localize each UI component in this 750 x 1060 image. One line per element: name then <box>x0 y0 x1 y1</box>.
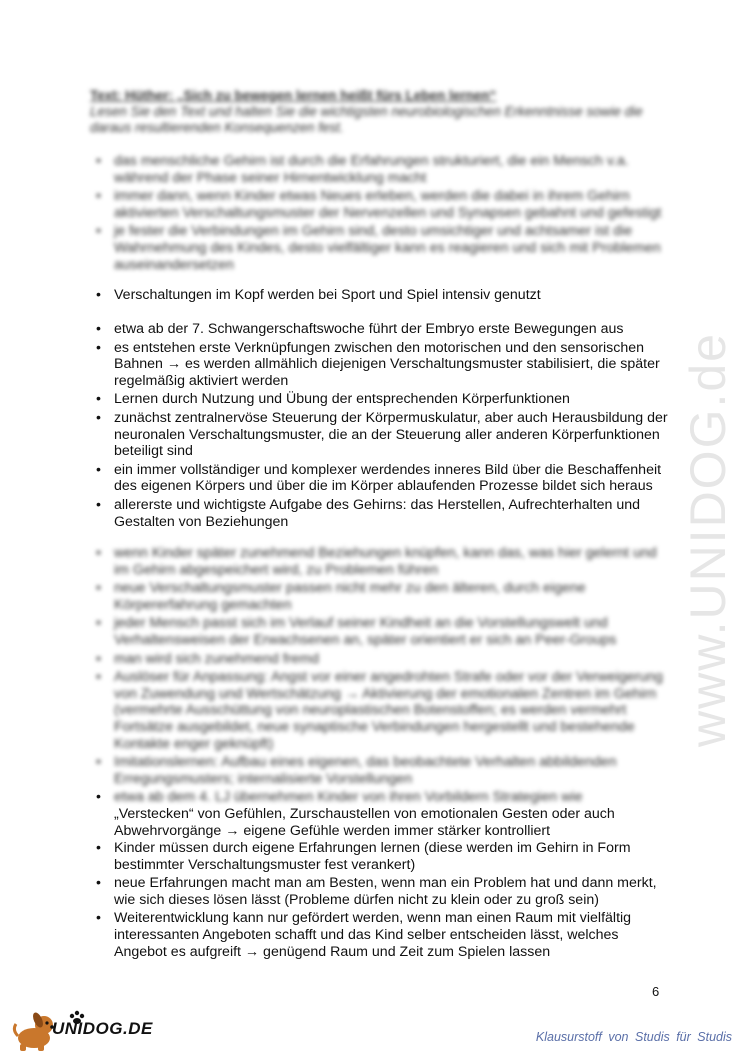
list-item: • Imitationslernen: Aufbau eines eigenen, das beobachtete Verhalten abbildenden Erregungsmusters; internalisierte Vorstellungen <box>92 754 672 787</box>
watermark: www.UNIDOG.de <box>680 332 736 748</box>
list-item: • allererste und wichtigste Aufgabe des Gehirns: das Herstellen, Aufrechterhalten und Gestalten von Beziehungen <box>92 497 672 530</box>
list-item <box>92 789 672 839</box>
list-item: • Auslöser für Anpassung: Angst vor einer angedrohten Strafe oder vor der Verweigerung von Zuwendung und Wertschätzung → Aktivierung der emotionalen Zentren im Gehirn (vermehrte Ausschüttung von neuroplastischen Botenstoffen; es werden vermehrt Fortsätze ausgebildet, neue synaptische Verbindungen hergestellt und bestehende Kontakte enger geknüpft) <box>92 669 672 752</box>
task-instruction: Lesen Sie den Text und halten Sie die wichtigsten neurobiologischen Erkenntnisse sowie die daraus resultierenden Konsequenzen fest. <box>90 104 643 135</box>
list-item: • neue Erfahrungen macht man am Besten, wenn man ein Problem hat und dann merkt, wie sich dieses lösen lässt (Probleme dürfen nicht zu klein oder zu groß sein) <box>92 875 672 908</box>
list-item: • Verschaltungen im Kopf werden bei Sport und Spiel intensiv genutzt <box>92 287 672 304</box>
bullet-group-5 <box>92 840 672 962</box>
list-item: • Kinder müssen durch eigene Erfahrungen lernen (diese werden im Gehirn in Form bestimmter Verschaltungsmuster fest verankert) <box>92 840 672 873</box>
list-item: • je fester die Verbindungen im Gehirn sind, desto umsichtiger und achtsamer ist die Wahrnehmung des Kindes, desto vielfältiger kann es reagieren und sich mit Problemen auseinandersetzen <box>92 223 672 273</box>
document-title: Text: Hüther: „Sich zu bewegen lernen heißt fürs Leben lernen“ <box>90 88 497 103</box>
list-item: • es entstehen erste Verknüpfungen zwischen den motorischen und den sensorischen Bahnen → es werden allmählich diejenigen Verschaltungsmuster stabilisiert, die später regelmäßig aktiviert werden <box>92 340 672 390</box>
list-item: • man wird sich zunehmend fremd <box>92 651 672 668</box>
blurred-text: etwa ab dem 4. LJ übernehmen Kinder von ihren Vorbildern Strategien wie <box>114 789 583 806</box>
bullet-group-3 <box>92 321 672 532</box>
list-item: • immer dann, wenn Kinder etwas Neues erleben, werden die dabei in ihrem Gehirn aktivierten Verschaltungsmuster der Nervenzellen und Synapsen gebahnt und gefestigt <box>92 188 672 221</box>
list-item: • zunächst zentralnervöse Steuerung der Körpermuskulatur, aber auch Herausbildung der neuronalen Verschaltungsmuster, die an der Steuerung aller anderen Körperfunktionen beteiligt sind <box>92 410 672 460</box>
logo-text: UNIDOG.DE <box>52 1019 153 1038</box>
bullet-group-2 <box>92 287 672 306</box>
list-item: • neue Verschaltungsmuster passen nicht mehr zu den älteren, durch eigene Körpererfahrung gemachten <box>92 580 672 613</box>
list-item: • Lernen durch Nutzung und Übung der entsprechenden Körperfunktionen <box>92 391 672 408</box>
footer-tagline: Klausurstoff von Studis für Studis <box>535 1030 732 1044</box>
list-item: • ein immer vollständiger und komplexer werdendes inneres Bild über die Beschaffenheit des eigenen Körpers und über die im Körper ablaufenden Prozesse bildet sich heraus <box>92 462 672 495</box>
bullet-group-4 <box>92 545 672 841</box>
bullet-group-1 <box>92 153 672 275</box>
list-item: • Weiterentwicklung kann nur gefördert werden, wenn man einen Raum mit vielfältig interessanten Angeboten schafft und das Kind selber entscheiden lässt, welches Angebot es aufgreift → genügend Raum und Zeit zum Spielen lassen <box>92 910 672 960</box>
heading-block <box>90 88 670 136</box>
page-number: 6 <box>652 984 660 999</box>
list-item: • etwa ab der 7. Schwangerschaftswoche führt der Embryo erste Bewegungen aus <box>92 321 672 338</box>
list-item: • das menschliche Gehirn ist durch die Erfahrungen strukturiert, die ein Mensch v.a. während der Phase seiner Hirnentwicklung macht <box>92 153 672 186</box>
list-item: • jeder Mensch passt sich im Verlauf seiner Kindheit an die Vorstellungswelt und Verhaltensweisen der Erwachsenen an, später orientiert er sich an Peer-Groups <box>92 615 672 648</box>
list-item: • wenn Kinder später zunehmend Beziehungen knüpfen, kann das, was hier gelernt und im Gehirn abgespeichert wird, zu Problemen führen <box>92 545 672 578</box>
list-item-visible-text: „Verstecken“ von Gefühlen, Zurschaustellen von emotionalen Gesten oder auch Abwehrvorgänge → eigene Gefühle werden immer stärker kontrolliert <box>114 805 615 839</box>
